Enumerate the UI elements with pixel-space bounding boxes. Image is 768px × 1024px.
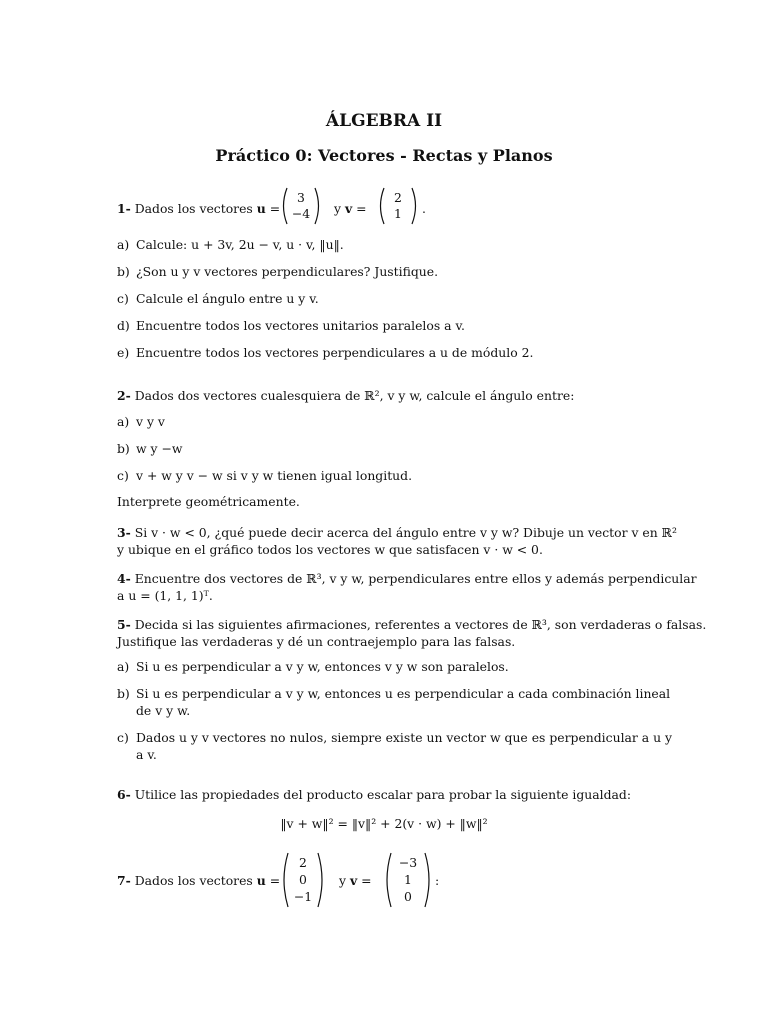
list-item <box>117 264 438 280</box>
list-item <box>117 686 670 702</box>
list-item <box>117 730 672 746</box>
problem-2-closing: Interprete geométricamente. <box>117 494 300 509</box>
problem-4-line2: a u = (1, 1, 1)ᵀ. <box>117 588 213 603</box>
item-text: w y −w <box>136 441 183 456</box>
problem-number: 3- <box>117 525 131 540</box>
problem-7-connector: y v = <box>339 873 372 888</box>
problem-7-intro: 7- Dados los vectores u = <box>117 873 281 888</box>
item-label: e) <box>117 345 130 360</box>
problem-2-intro-text: Dados dos vectores cualesquiera de ℝ², v y w, calcule el ángulo entre: <box>134 388 575 403</box>
problem-6-intro <box>117 787 631 803</box>
item-text: Calcule: u + 3v, 2u − v, u · v, ‖u‖. <box>136 237 344 252</box>
problem-number: 1- <box>117 201 131 216</box>
list-item <box>117 659 509 675</box>
item-continuation: de v y w. <box>136 703 191 718</box>
list-item <box>117 345 533 361</box>
matrix-cell: 1 <box>394 206 402 221</box>
problem-6-text: Utilice las propiedades del producto escalar para probar la siguiente igualdad: <box>134 787 632 802</box>
punctuation: . <box>422 201 426 216</box>
item-continuation: a v. <box>136 747 157 762</box>
vector-v-matrix <box>376 186 420 226</box>
matrix-cell: 2 <box>394 190 402 205</box>
item-label: b) <box>117 441 130 456</box>
problem-1-intro-text: Dados los vectores <box>134 201 253 216</box>
list-item <box>117 237 344 253</box>
problem-4-text: Encuentre dos vectores de ℝ³, v y w, perpendiculares entre ellos y además perpendicular <box>134 571 697 586</box>
problem-3-text: Si v · w < 0, ¿qué puede decir acerca del ángulo entre v y w? Dibuje un vector v en ℝ² <box>134 525 677 540</box>
problem-5-line2: Justifique las verdaderas y dé un contraejemplo para las falsas. <box>117 634 516 649</box>
problem-5-text: Decida si las siguientes afirmaciones, referentes a vectores de ℝ³, son verdaderas o falsas. <box>134 617 707 632</box>
problem-1-connector: y v = <box>334 201 367 216</box>
item-text: Encuentre todos los vectores perpendiculares a u de módulo 2. <box>136 345 534 360</box>
vector-v-matrix <box>382 851 434 909</box>
problem-2-intro <box>117 388 574 404</box>
item-label: c) <box>117 468 129 483</box>
problem-number: 4- <box>117 571 131 586</box>
problem-5-line1 <box>117 617 706 633</box>
matrix-cell: −1 <box>293 889 313 904</box>
problem-1-intro: 1- Dados los vectores u = <box>117 201 281 216</box>
matrix-cell: 0 <box>299 872 307 887</box>
item-text: Dados u y v vectores no nulos, siempre existe un vector w que es perpendicular a u y <box>136 730 673 745</box>
item-text: v + w y v − w si v y w tienen igual longitud. <box>136 468 413 483</box>
vector-u-matrix <box>279 851 327 909</box>
item-text: Si u es perpendicular a v y w, entonces v y w son paralelos. <box>136 659 509 674</box>
item-label: b) <box>117 686 130 701</box>
vector-u-matrix <box>279 186 323 226</box>
problem-number: 2- <box>117 388 131 403</box>
problem-3-line2: y ubique en el gráfico todos los vectores w que satisfacen v · w < 0. <box>117 542 543 557</box>
matrix-cell: 1 <box>404 872 412 887</box>
item-text: Si u es perpendicular a v y w, entonces u es perpendicular a cada combinación lineal <box>136 686 671 701</box>
matrix-cell: 3 <box>297 190 305 205</box>
list-item <box>117 291 319 307</box>
item-label: c) <box>117 730 129 745</box>
item-text: v y v <box>136 414 165 429</box>
item-label: d) <box>117 318 130 333</box>
item-label: b) <box>117 264 130 279</box>
item-text: Calcule el ángulo entre u y v. <box>136 291 319 306</box>
problem-7-intro-text: Dados los vectores <box>134 873 253 888</box>
list-item <box>117 441 182 457</box>
item-text: Encuentre todos los vectores unitarios paralelos a v. <box>136 318 465 333</box>
matrix-cell: 0 <box>404 889 412 904</box>
item-label: a) <box>117 237 130 252</box>
formula: ‖v + w‖² = ‖v‖² + 2(v · w) + ‖w‖² <box>280 816 488 831</box>
course-title: ÁLGEBRA II <box>325 111 443 131</box>
punctuation: : <box>435 873 440 888</box>
problem-number: 7- <box>117 873 131 888</box>
problem-number: 6- <box>117 787 131 802</box>
item-text: ¿Son u y v vectores perpendiculares? Justifique. <box>136 264 439 279</box>
problem-number: 5- <box>117 617 131 632</box>
item-label: c) <box>117 291 129 306</box>
list-item <box>117 468 412 484</box>
item-label: a) <box>117 414 130 429</box>
matrix-cell: −4 <box>291 206 311 221</box>
list-item <box>117 318 465 334</box>
problem-4-line1 <box>117 571 697 587</box>
problem-3-line1 <box>117 525 677 541</box>
matrix-cell: 2 <box>299 855 307 870</box>
matrix-cell: −3 <box>398 855 418 870</box>
list-item <box>117 414 165 430</box>
item-label: a) <box>117 659 130 674</box>
sheet-title: Práctico 0: Vectores - Rectas y Planos <box>215 146 553 165</box>
